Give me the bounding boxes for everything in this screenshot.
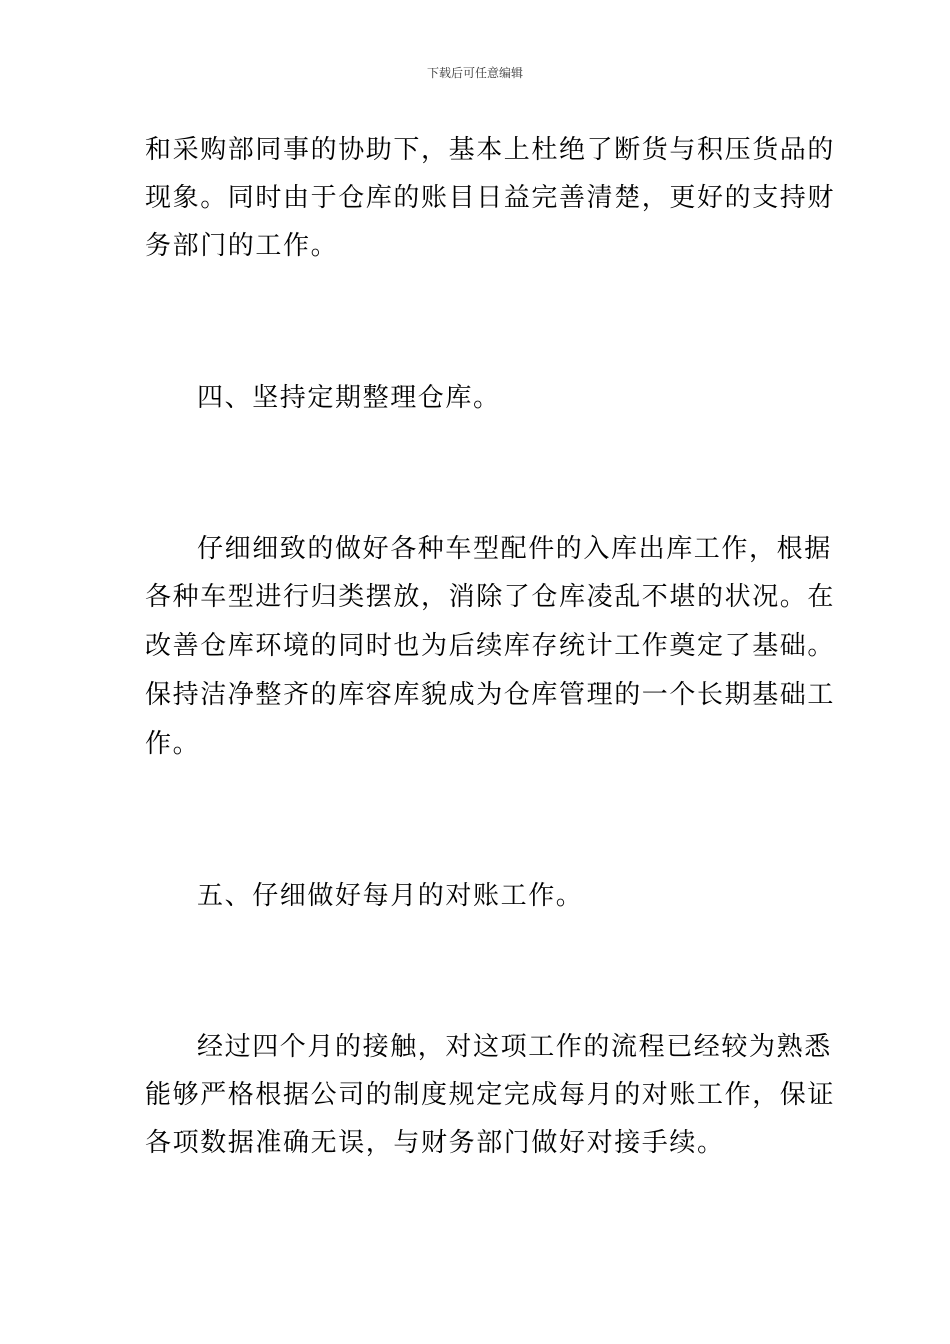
header-note: 下载后可任意编辑 (426, 66, 523, 80)
paragraph-line: 经过四个月的接触，对这项工作的流程已经较为熟悉 (197, 1032, 832, 1062)
paragraph-line: 作。 (145, 729, 201, 759)
paragraph-line: 和采购部同事的协助下，基本上杜绝了断货与积压货品的 (145, 135, 836, 165)
paragraph-line: 仔细细致的做好各种车型配件的入库出库工作，根据 (197, 534, 832, 564)
section-heading-5: 五、仔细做好每月的对账工作。 (197, 881, 584, 911)
paragraph-line: 改善仓库环境的同时也为后续库存统计工作奠定了基础。 (145, 631, 836, 661)
paragraph-line: 现象。同时由于仓库的账目日益完善清楚，更好的支持财 (145, 183, 836, 213)
paragraph-line: 各项数据准确无误，与财务部门做好对接手续。 (145, 1128, 725, 1158)
paragraph-line: 务部门的工作。 (145, 231, 339, 261)
paragraph-line: 保持洁净整齐的库容库貌成为仓库管理的一个长期基础工 (145, 680, 836, 710)
paragraph-line: 能够严格根据公司的制度规定完成每月的对账工作，保证 (145, 1080, 836, 1110)
section-heading-4: 四、坚持定期整理仓库。 (197, 383, 501, 413)
paragraph-line: 各种车型进行归类摆放，消除了仓库凌乱不堪的状况。在 (145, 582, 836, 612)
